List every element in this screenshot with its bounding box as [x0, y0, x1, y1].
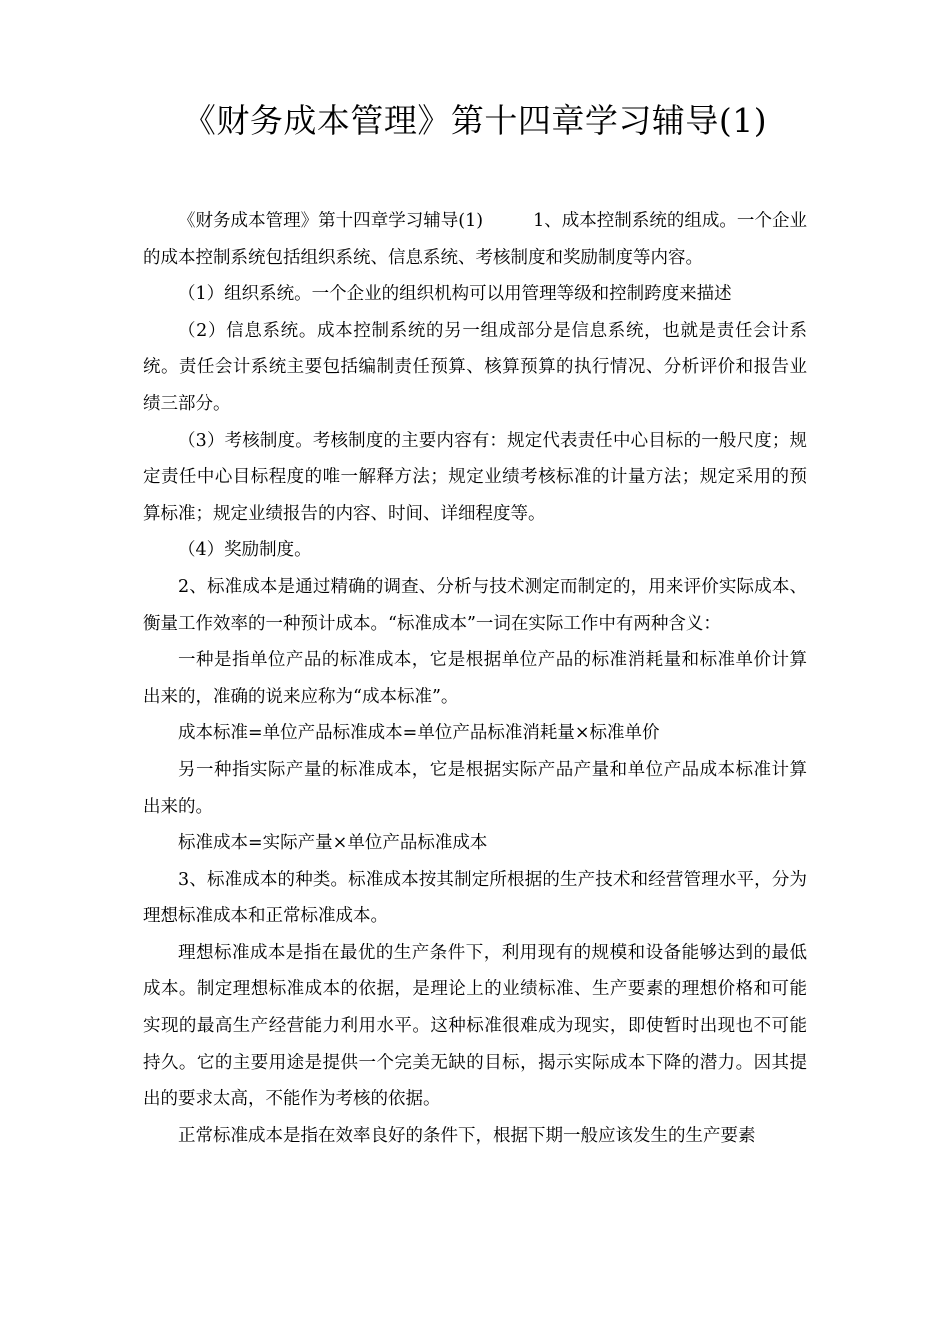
paragraph-12: 理想标准成本是指在最优的生产条件下，利用现有的规模和设备能够达到的最低成本。制定理想标准成本的依据，是理论上的业绩标准、生产要素的理想价格和可能实现的最高生产经营能力利用水平。这种标准很难成为现实，即使暂时出现也不可能持久。它的主要用途是提供一个完美无缺的目标，揭示实际成本下降的潜力。因其提出的要求太高，不能作为考核的依据。 — [143, 942, 807, 1110]
paragraph-3: （2）信息系统。成本控制系统的另一组成部分是信息系统，也就是责任会计系统。责任会计系统主要包括编制责任预算、核算预算的执行情况、分析评价和报告业绩三部分。 — [143, 320, 807, 414]
paragraph-1 — [143, 203, 807, 276]
paragraph-11: 3、标准成本的种类。标准成本按其制定所根据的生产技术和经营管理水平，分为理想标准成本和正常标准成本。 — [143, 869, 807, 927]
paragraph-1-text: 1、成本控制系统的组成。一个企业的成本控制系统包括组织系统、信息系统、考核制度和奖励制度等内容。 — [143, 211, 807, 268]
paragraph-2: （1）组织系统。一个企业的组织机构可以用管理等级和控制跨度来描述 — [178, 284, 732, 305]
paragraph-13: 正常标准成本是指在效率良好的条件下，根据下期一般应该发生的生产要素 — [178, 1125, 756, 1146]
paragraph-6: 2、标准成本是通过精确的调查、分析与技术测定而制定的，用来评价实际成本、衡量工作效率的一种预计成本。“标准成本”一词在实际工作中有两种含义： — [143, 576, 807, 634]
paragraph-8: 成本标准=单位产品标准成本=单位产品标准消耗量×标准单价 — [178, 723, 660, 744]
paragraph-7: 一种是指单位产品的标准成本，它是根据单位产品的标准消耗量和标准单价计算出来的，准确的说来应称为“成本标准”。 — [143, 650, 807, 707]
paragraph-9: 另一种指实际产量的标准成本，它是根据实际产品产量和单位产品成本标准计算出来的。 — [143, 759, 807, 817]
paragraph-10: 标准成本=实际产量×单位产品标准成本 — [178, 833, 488, 854]
intro-reference: 《财务成本管理》第十四章学习辅导(1) — [178, 211, 484, 231]
document-body — [143, 203, 807, 1154]
paragraph-5: （4）奖励制度。 — [178, 540, 312, 561]
document-title: 《财务成本管理》第十四章学习辅导(1) — [182, 101, 768, 140]
paragraph-4: （3）考核制度。考核制度的主要内容有：规定代表责任中心目标的一般尺度；规定责任中心目标程度的唯一解释方法；规定业绩考核标准的计量方法；规定采用的预算标准；规定业绩报告的内容、时间、详细程度等。 — [143, 430, 807, 524]
